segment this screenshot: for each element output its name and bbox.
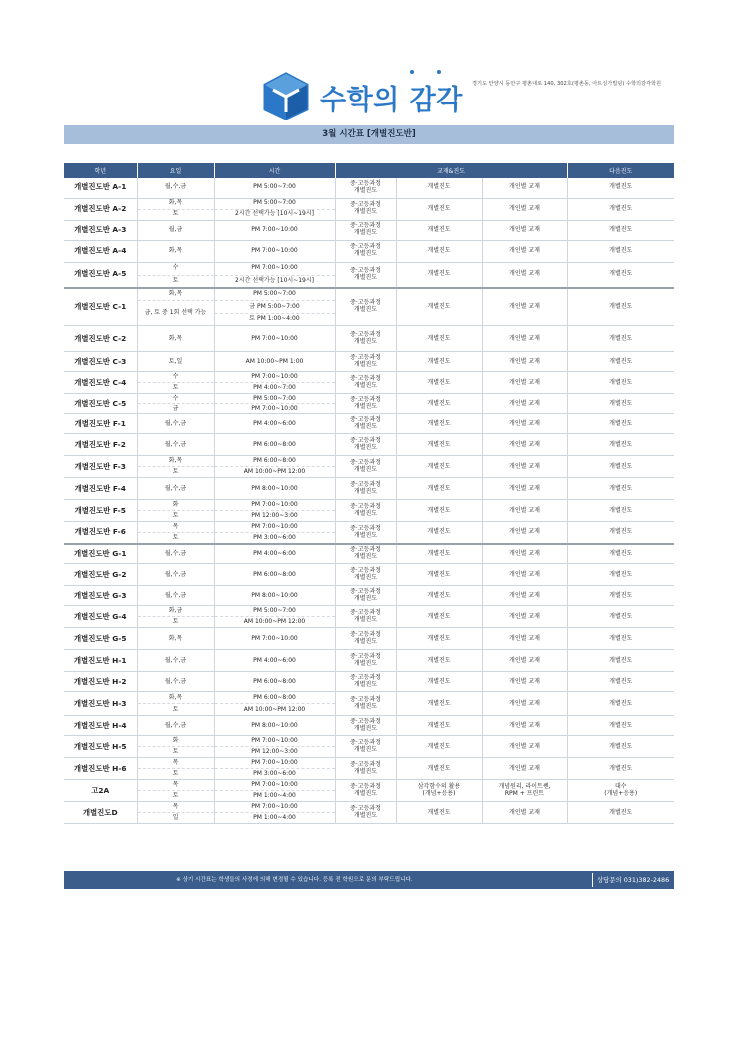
course-progress: 개별진도 bbox=[396, 716, 482, 736]
course-materials: 개인별 교재 bbox=[482, 606, 567, 628]
table-row bbox=[64, 178, 674, 198]
course-materials: 개인별 교재 bbox=[482, 414, 567, 434]
class-day: 토 bbox=[137, 704, 214, 716]
next-progress: 개별진도 bbox=[567, 500, 674, 522]
course-materials: 개인별 교재 bbox=[482, 544, 567, 564]
class-day: 화,목 bbox=[137, 288, 214, 301]
course-progress: 개별진도 bbox=[396, 288, 482, 326]
course-materials: 개인별 교재 bbox=[482, 586, 567, 606]
next-progress: 개별진도 bbox=[567, 394, 674, 414]
course-progress: 개별진도 bbox=[396, 522, 482, 544]
class-day: 화,목 bbox=[137, 326, 214, 352]
class-day: 화,목 bbox=[137, 628, 214, 650]
table-row bbox=[64, 522, 674, 533]
header-next: 다음진도 bbox=[567, 163, 674, 178]
class-name: 개별진도반 F-2 bbox=[64, 434, 137, 456]
next-progress: 개별진도 bbox=[567, 326, 674, 352]
next-progress: 개별진도 bbox=[567, 352, 674, 372]
class-time: PM 6:00~8:00 bbox=[214, 692, 335, 704]
next-progress: 개별진도 bbox=[567, 414, 674, 434]
course-materials: 개인별 교재 bbox=[482, 326, 567, 352]
next-progress: 개별진도 bbox=[567, 606, 674, 628]
course-level: 중·고등과정 개별진도 bbox=[335, 394, 396, 414]
class-day: 월,수,금 bbox=[137, 434, 214, 456]
table-row bbox=[64, 672, 674, 692]
course-progress: 개별진도 bbox=[396, 802, 482, 824]
class-time: PM 8:00~10:00 bbox=[214, 478, 335, 500]
class-day: 화,목 bbox=[137, 198, 214, 209]
class-time: PM 5:00~7:00 bbox=[214, 178, 335, 198]
course-level: 중·고등과정 개별진도 bbox=[335, 692, 396, 716]
class-day: 목 bbox=[137, 522, 214, 533]
class-time: PM 7:00~10:00 bbox=[214, 220, 335, 240]
table-row bbox=[64, 478, 674, 500]
class-day: 토 bbox=[137, 383, 214, 394]
course-materials: 개인별 교재 bbox=[482, 650, 567, 672]
class-name: 개별진도반 C-3 bbox=[64, 352, 137, 372]
class-day: 토 bbox=[137, 209, 214, 220]
course-progress: 개별진도 bbox=[396, 456, 482, 478]
class-day: 월,금 bbox=[137, 220, 214, 240]
course-progress: 개별진도 bbox=[396, 372, 482, 394]
academy-address: 경기도 안양시 동안구 평촌대로 140, 302호(평촌동, 아트싱가빌딩) 수학의감각학원 bbox=[472, 81, 662, 87]
course-level: 중·고등과정 개별진도 bbox=[335, 198, 396, 220]
course-materials: 개인별 교재 bbox=[482, 758, 567, 780]
header-material: 교재&진도 bbox=[335, 163, 567, 178]
table-row bbox=[64, 544, 674, 564]
course-progress: 개별진도 bbox=[396, 478, 482, 500]
class-time: PM 7:00~10:00 bbox=[214, 522, 335, 533]
class-name: 개별진도반 G-4 bbox=[64, 606, 137, 628]
class-time: PM 8:00~10:00 bbox=[214, 586, 335, 606]
class-time: PM 12:00~3:00 bbox=[214, 747, 335, 758]
course-materials: 개인별 교재 bbox=[482, 628, 567, 650]
course-materials: 개인별 교재 bbox=[482, 564, 567, 586]
course-progress: 개별진도 bbox=[396, 198, 482, 220]
class-time: AM 10:00~PM 12:00 bbox=[214, 467, 335, 478]
class-day: 화,금 bbox=[137, 606, 214, 617]
class-time: PM 6:00~8:00 bbox=[214, 564, 335, 586]
class-time: PM 7:00~10:00 bbox=[214, 404, 335, 414]
course-progress: 개별진도 bbox=[396, 736, 482, 758]
header-class: 학년 bbox=[64, 163, 137, 178]
class-name: 개별진도반 H-5 bbox=[64, 736, 137, 758]
class-name: 고2A bbox=[64, 780, 137, 802]
class-time: PM 7:00~10:00 bbox=[214, 758, 335, 769]
course-level: 중·고등과정 개별진도 bbox=[335, 326, 396, 352]
table-row bbox=[64, 780, 674, 791]
course-progress: 개별진도 bbox=[396, 628, 482, 650]
next-progress: 개별진도 bbox=[567, 262, 674, 288]
course-materials: 개인별 교재 bbox=[482, 500, 567, 522]
class-day: 화,목 bbox=[137, 240, 214, 262]
class-day: 월,수,금 bbox=[137, 414, 214, 434]
next-progress: 개별진도 bbox=[567, 478, 674, 500]
class-name: 개별진도반 F-5 bbox=[64, 500, 137, 522]
table-row bbox=[64, 736, 674, 747]
class-name: 개별진도반 F-1 bbox=[64, 414, 137, 434]
course-level: 중·고등과정 개별진도 bbox=[335, 288, 396, 326]
course-progress: 개별진도 bbox=[396, 352, 482, 372]
class-day: 목 bbox=[137, 758, 214, 769]
class-day: 금 bbox=[137, 404, 214, 414]
class-day: 토 bbox=[137, 617, 214, 628]
class-time: PM 7:00~10:00 bbox=[214, 736, 335, 747]
class-day: 수 bbox=[137, 372, 214, 383]
table-row bbox=[64, 326, 674, 352]
table-row bbox=[64, 414, 674, 434]
class-day: 금, 토 중 1회 선택 가능 bbox=[137, 301, 214, 326]
table-row bbox=[64, 456, 674, 467]
course-progress: 개별진도 bbox=[396, 606, 482, 628]
class-name: 개별진도반 G-2 bbox=[64, 564, 137, 586]
class-time: PM 6:00~8:00 bbox=[214, 456, 335, 467]
class-day: 토 bbox=[137, 511, 214, 522]
next-progress: 개별진도 bbox=[567, 522, 674, 544]
class-day: 월,수,금 bbox=[137, 672, 214, 692]
course-progress: 개별진도 bbox=[396, 758, 482, 780]
course-materials: 개인별 교재 bbox=[482, 802, 567, 824]
class-name: 개별진도D bbox=[64, 802, 137, 824]
class-time: PM 4:00~7:00 bbox=[214, 383, 335, 394]
course-level: 중·고등과정 개별진도 bbox=[335, 522, 396, 544]
course-materials: 개인별 교재 bbox=[482, 672, 567, 692]
next-progress: 개별진도 bbox=[567, 672, 674, 692]
table-row bbox=[64, 564, 674, 586]
class-time: PM 4:00~6:00 bbox=[214, 544, 335, 564]
class-name: 개별진도반 F-6 bbox=[64, 522, 137, 544]
table-row bbox=[64, 198, 674, 209]
class-time: PM 12:00~3:00 bbox=[214, 511, 335, 522]
course-level: 중·고등과정 개별진도 bbox=[335, 478, 396, 500]
next-progress: 개별진도 bbox=[567, 288, 674, 326]
class-day: 토 bbox=[137, 747, 214, 758]
course-progress: 개별진도 bbox=[396, 500, 482, 522]
next-progress: 개별진도 bbox=[567, 178, 674, 198]
table-row bbox=[64, 716, 674, 736]
course-level: 중·고등과정 개별진도 bbox=[335, 628, 396, 650]
table-row bbox=[64, 628, 674, 650]
next-progress: 개별진도 bbox=[567, 544, 674, 564]
class-time: PM 5:00~7:00 bbox=[214, 288, 335, 301]
table-row bbox=[64, 758, 674, 769]
class-time: 금 PM 5:00~7:00 bbox=[214, 301, 335, 314]
course-level: 중·고등과정 개별진도 bbox=[335, 500, 396, 522]
class-name: 개별진도반 A-2 bbox=[64, 198, 137, 220]
next-progress: 개별진도 bbox=[567, 372, 674, 394]
class-name: 개별진도반 C-2 bbox=[64, 326, 137, 352]
course-level: 중·고등과정 개별진도 bbox=[335, 262, 396, 288]
class-name: 개별진도반 G-1 bbox=[64, 544, 137, 564]
class-day: 토 bbox=[137, 769, 214, 780]
class-time: PM 6:00~8:00 bbox=[214, 672, 335, 692]
table-row bbox=[64, 372, 674, 383]
course-level: 중·고등과정 개별진도 bbox=[335, 178, 396, 198]
course-materials: 개인별 교재 bbox=[482, 456, 567, 478]
brand-dot bbox=[410, 70, 414, 74]
class-name: 개별진도반 A-5 bbox=[64, 262, 137, 288]
course-progress: 개별진도 bbox=[396, 586, 482, 606]
class-time: PM 1:00~4:00 bbox=[214, 813, 335, 824]
schedule-body bbox=[64, 178, 674, 824]
course-level: 중·고등과정 개별진도 bbox=[335, 672, 396, 692]
class-day: 월,수,금 bbox=[137, 650, 214, 672]
course-materials: 개인별 교재 bbox=[482, 178, 567, 198]
table-row bbox=[64, 802, 674, 813]
course-progress: 개별진도 bbox=[396, 564, 482, 586]
next-progress: 개별진도 bbox=[567, 220, 674, 240]
next-progress: 개별진도 bbox=[567, 692, 674, 716]
class-time: PM 6:00~8:00 bbox=[214, 434, 335, 456]
course-level: 중·고등과정 개별진도 bbox=[335, 372, 396, 394]
class-day: 토 bbox=[137, 533, 214, 544]
table-header-row bbox=[64, 163, 674, 178]
course-materials: 개념원리, 라이트쎈, RPM + 프린트 bbox=[482, 780, 567, 802]
course-progress: 개별진도 bbox=[396, 672, 482, 692]
course-materials: 개인별 교재 bbox=[482, 478, 567, 500]
class-day: 월,수,금 bbox=[137, 478, 214, 500]
class-name: 개별진도반 C-1 bbox=[64, 288, 137, 326]
schedule-table bbox=[64, 163, 674, 824]
course-progress: 개별진도 bbox=[396, 394, 482, 414]
course-level: 중·고등과정 개별진도 bbox=[335, 650, 396, 672]
class-time: PM 3:00~6:00 bbox=[214, 533, 335, 544]
course-progress: 개별진도 bbox=[396, 544, 482, 564]
class-name: 개별진도반 G-5 bbox=[64, 628, 137, 650]
table-row bbox=[64, 692, 674, 704]
next-progress: 개별진도 bbox=[567, 650, 674, 672]
course-materials: 개인별 교재 bbox=[482, 288, 567, 326]
header-day: 요일 bbox=[137, 163, 214, 178]
class-name: 개별진도반 H-1 bbox=[64, 650, 137, 672]
course-progress: 개별진도 bbox=[396, 434, 482, 456]
course-materials: 개인별 교재 bbox=[482, 262, 567, 288]
class-day: 월,수,금 bbox=[137, 716, 214, 736]
class-day: 수 bbox=[137, 262, 214, 275]
page-title: 3월 시간표 [개별진도반] bbox=[64, 125, 674, 144]
course-level: 중·고등과정 개별진도 bbox=[335, 736, 396, 758]
class-day: 수 bbox=[137, 394, 214, 404]
class-name: 개별진도반 G-3 bbox=[64, 586, 137, 606]
class-name: 개별진도반 H-2 bbox=[64, 672, 137, 692]
next-progress: 개별진도 bbox=[567, 628, 674, 650]
class-day: 화,목 bbox=[137, 692, 214, 704]
header-time: 시간 bbox=[214, 163, 335, 178]
next-progress: 개별진도 bbox=[567, 802, 674, 824]
course-progress: 개별진도 bbox=[396, 414, 482, 434]
brand-name: 수학의 감각 bbox=[320, 85, 463, 116]
class-name: 개별진도반 C-5 bbox=[64, 394, 137, 414]
next-progress: 개별진도 bbox=[567, 198, 674, 220]
class-day: 토 bbox=[137, 275, 214, 288]
course-materials: 개인별 교재 bbox=[482, 692, 567, 716]
class-time: AM 10:00~PM 12:00 bbox=[214, 704, 335, 716]
course-materials: 개인별 교재 bbox=[482, 352, 567, 372]
next-progress: 개별진도 bbox=[567, 586, 674, 606]
course-materials: 개인별 교재 bbox=[482, 394, 567, 414]
course-level: 중·고등과정 개별진도 bbox=[335, 606, 396, 628]
course-materials: 개인별 교재 bbox=[482, 716, 567, 736]
table-row bbox=[64, 288, 674, 301]
table-row bbox=[64, 606, 674, 617]
class-time: PM 7:00~10:00 bbox=[214, 802, 335, 813]
class-day: 토 bbox=[137, 791, 214, 802]
table-row bbox=[64, 220, 674, 240]
class-time: PM 1:00~4:00 bbox=[214, 791, 335, 802]
course-materials: 개인별 교재 bbox=[482, 240, 567, 262]
class-time: PM 5:00~7:00 bbox=[214, 198, 335, 209]
course-level: 중·고등과정 개별진도 bbox=[335, 544, 396, 564]
class-time: PM 4:00~6:00 bbox=[214, 650, 335, 672]
class-time: PM 5:00~7:00 bbox=[214, 394, 335, 404]
contact-phone: 상담문의 031)382-2486 bbox=[597, 876, 670, 884]
class-name: 개별진도반 A-3 bbox=[64, 220, 137, 240]
course-progress: 개별진도 bbox=[396, 178, 482, 198]
next-progress: 개별진도 bbox=[567, 736, 674, 758]
course-progress: 개별진도 bbox=[396, 240, 482, 262]
course-level: 중·고등과정 개별진도 bbox=[335, 780, 396, 802]
class-name: 개별진도반 F-3 bbox=[64, 456, 137, 478]
course-materials: 개인별 교재 bbox=[482, 198, 567, 220]
course-materials: 개인별 교재 bbox=[482, 434, 567, 456]
course-materials: 개인별 교재 bbox=[482, 522, 567, 544]
brand-dot bbox=[437, 70, 441, 74]
course-progress: 개별진도 bbox=[396, 692, 482, 716]
course-progress: 개별진도 bbox=[396, 650, 482, 672]
class-day: 토 bbox=[137, 467, 214, 478]
next-progress: 개별진도 bbox=[567, 434, 674, 456]
class-time: PM 7:00~10:00 bbox=[214, 500, 335, 511]
course-level: 중·고등과정 개별진도 bbox=[335, 434, 396, 456]
course-progress: 삼각함수의 활용 (개념+응용) bbox=[396, 780, 482, 802]
course-level: 중·고등과정 개별진도 bbox=[335, 240, 396, 262]
class-time: PM 7:00~10:00 bbox=[214, 262, 335, 275]
class-day: 화,목 bbox=[137, 456, 214, 467]
next-progress: 개별진도 bbox=[567, 716, 674, 736]
class-day: 화 bbox=[137, 500, 214, 511]
course-level: 중·고등과정 개별진도 bbox=[335, 352, 396, 372]
class-time: PM 7:00~10:00 bbox=[214, 326, 335, 352]
cube-logo-icon bbox=[262, 72, 310, 120]
course-materials: 개인별 교재 bbox=[482, 372, 567, 394]
table-row bbox=[64, 262, 674, 275]
class-time: PM 7:00~10:00 bbox=[214, 240, 335, 262]
class-time: AM 10:00~PM 12:00 bbox=[214, 617, 335, 628]
class-day: 화 bbox=[137, 736, 214, 747]
class-time: PM 8:00~10:00 bbox=[214, 716, 335, 736]
next-progress: 개별진도 bbox=[567, 564, 674, 586]
class-time: PM 5:00~7:00 bbox=[214, 606, 335, 617]
course-level: 중·고등과정 개별진도 bbox=[335, 564, 396, 586]
class-name: 개별진도반 A-1 bbox=[64, 178, 137, 198]
table-row bbox=[64, 500, 674, 511]
course-level: 중·고등과정 개별진도 bbox=[335, 758, 396, 780]
class-time: AM 10:00~PM 1:00 bbox=[214, 352, 335, 372]
next-progress: 대수 (개념+응용) bbox=[567, 780, 674, 802]
class-day: 일 bbox=[137, 813, 214, 824]
table-row bbox=[64, 352, 674, 372]
course-progress: 개별진도 bbox=[396, 326, 482, 352]
class-time: PM 7:00~10:00 bbox=[214, 780, 335, 791]
class-day: 월,수,금 bbox=[137, 586, 214, 606]
class-day: 토,일 bbox=[137, 352, 214, 372]
table-row bbox=[64, 586, 674, 606]
course-materials: 개인별 교재 bbox=[482, 736, 567, 758]
class-time: 2시간 선택가능 [10시~19시] bbox=[214, 209, 335, 220]
course-progress: 개별진도 bbox=[396, 262, 482, 288]
course-level: 중·고등과정 개별진도 bbox=[335, 802, 396, 824]
class-time: 2시간 선택가능 [10시~19시] bbox=[214, 275, 335, 288]
footer-note: ※ 상기 시간표는 학생들의 사정에 의해 변경될 수 있습니다. 등록 전 학원으로 문의 부탁드립니다. bbox=[176, 877, 413, 883]
footer-divider bbox=[592, 873, 593, 887]
course-level: 중·고등과정 개별진도 bbox=[335, 414, 396, 434]
class-name: 개별진도반 A-4 bbox=[64, 240, 137, 262]
table-row bbox=[64, 434, 674, 456]
next-progress: 개별진도 bbox=[567, 758, 674, 780]
table-row bbox=[64, 240, 674, 262]
class-name: 개별진도반 H-6 bbox=[64, 758, 137, 780]
class-day: 목 bbox=[137, 802, 214, 813]
next-progress: 개별진도 bbox=[567, 456, 674, 478]
class-day: 목 bbox=[137, 780, 214, 791]
course-progress: 개별진도 bbox=[396, 220, 482, 240]
next-progress: 개별진도 bbox=[567, 240, 674, 262]
footer-bar bbox=[64, 871, 674, 889]
class-day: 월,수,금 bbox=[137, 544, 214, 564]
class-name: 개별진도반 H-3 bbox=[64, 692, 137, 716]
class-time: PM 7:00~10:00 bbox=[214, 372, 335, 383]
course-level: 중·고등과정 개별진도 bbox=[335, 586, 396, 606]
class-day: 월,수,금 bbox=[137, 564, 214, 586]
class-day: 월,수,금 bbox=[137, 178, 214, 198]
course-level: 중·고등과정 개별진도 bbox=[335, 456, 396, 478]
class-time: PM 7:00~10:00 bbox=[214, 628, 335, 650]
class-name: 개별진도반 C-4 bbox=[64, 372, 137, 394]
course-level: 중·고등과정 개별진도 bbox=[335, 716, 396, 736]
class-name: 개별진도반 F-4 bbox=[64, 478, 137, 500]
class-time: 토 PM 1:00~4:00 bbox=[214, 313, 335, 326]
class-time: PM 4:00~6:00 bbox=[214, 414, 335, 434]
class-time: PM 3:00~6:00 bbox=[214, 769, 335, 780]
course-materials: 개인별 교재 bbox=[482, 220, 567, 240]
course-level: 중·고등과정 개별진도 bbox=[335, 220, 396, 240]
table-row bbox=[64, 394, 674, 404]
class-name: 개별진도반 H-4 bbox=[64, 716, 137, 736]
table-row bbox=[64, 650, 674, 672]
